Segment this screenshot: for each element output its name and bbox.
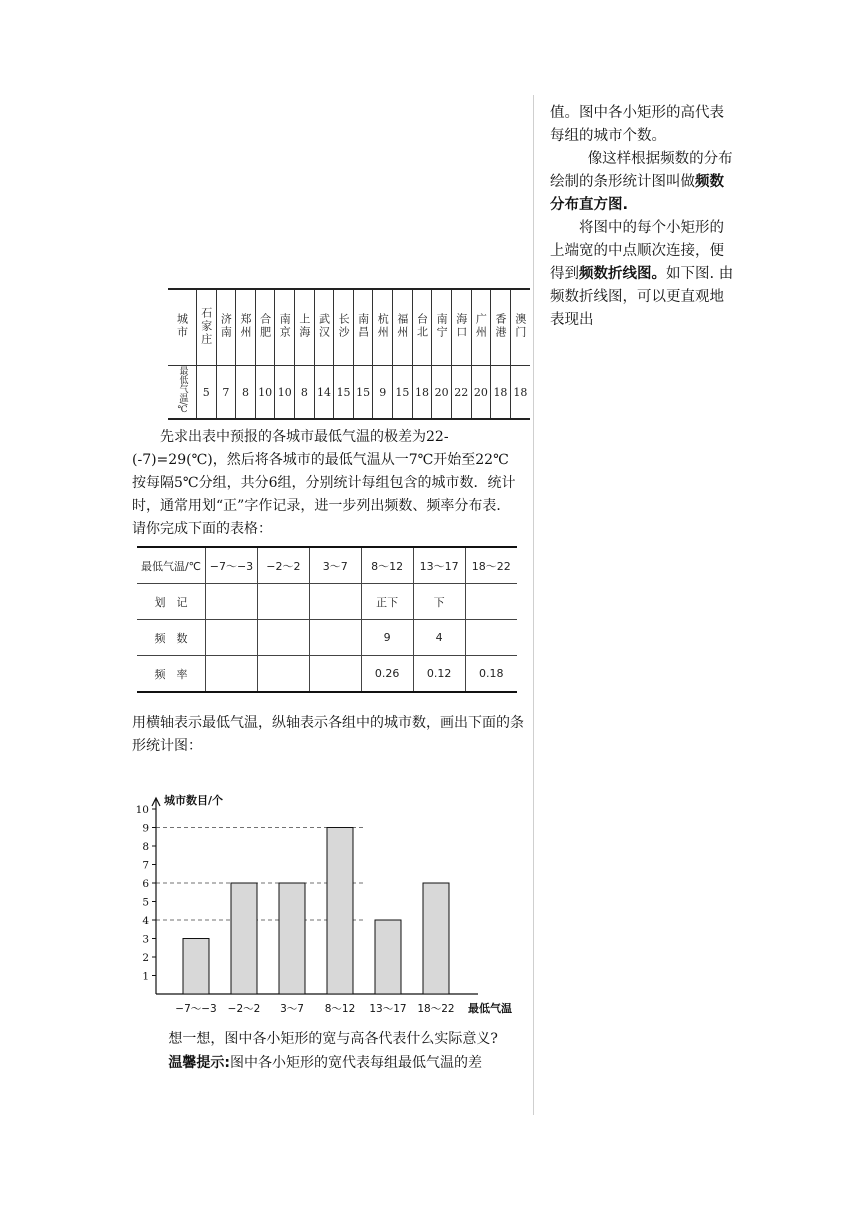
city-cell xyxy=(432,289,452,366)
chart-intro-text: 用横轴表示最低气温，纵轴表示各组中的城市数，画出下面的条形统计图： xyxy=(132,715,524,754)
rate-cell xyxy=(257,656,309,693)
city-name: 杭州 xyxy=(376,313,390,339)
term-histogram: 频数分布直方图. xyxy=(550,174,724,213)
group-header-cell: 13～17 xyxy=(413,547,465,584)
temp-cell: 10 xyxy=(275,366,295,420)
hint-text: 图中各小矩形的宽代表每组最低气温的差 xyxy=(230,1055,482,1071)
temp-cell: 9 xyxy=(373,366,393,420)
freq-rate-row xyxy=(137,656,517,693)
city-cell xyxy=(373,289,393,366)
x-tick-label: 18～22 xyxy=(417,1003,455,1015)
temp-cell: 22 xyxy=(451,366,471,420)
city-name: 台北 xyxy=(415,313,429,339)
city-header-label: 城市 xyxy=(175,313,189,339)
bar xyxy=(375,920,401,994)
city-name: 南昌 xyxy=(356,313,370,339)
tally-cell: 正下 xyxy=(361,584,413,620)
y-tick-label: 7 xyxy=(142,859,149,872)
count-cell xyxy=(257,620,309,656)
side-p3-suffix: 如下图. 由频数折线图，可以更直观地表现出 xyxy=(550,266,734,328)
side-paragraph-3 xyxy=(550,217,735,332)
y-tick-label: 4 xyxy=(142,915,149,927)
temp-cell: 8 xyxy=(295,366,315,420)
city-cell xyxy=(236,289,256,366)
count-label: 频 数 xyxy=(137,620,206,656)
tally-cell xyxy=(257,584,309,620)
tally-cell xyxy=(465,584,517,620)
city-cell xyxy=(255,289,275,366)
city-cell xyxy=(451,289,471,366)
group-header-cell: −7～−3 xyxy=(206,547,258,584)
city-cell xyxy=(510,289,530,366)
y-tick-label: 5 xyxy=(142,896,149,909)
freq-count-row xyxy=(137,620,517,656)
count-cell xyxy=(465,620,517,656)
temp-cell: 20 xyxy=(432,366,452,420)
frequency-table xyxy=(137,546,517,693)
city-name: 郑州 xyxy=(239,313,253,339)
temp-cell: 18 xyxy=(491,366,511,420)
x-tick-label: −7～−3 xyxy=(175,1003,217,1015)
bar xyxy=(183,939,209,995)
freq-header-row xyxy=(137,547,517,584)
city-cell xyxy=(216,289,236,366)
y-tick-label: 9 xyxy=(142,822,149,835)
count-cell xyxy=(309,620,361,656)
temp-header-cell xyxy=(168,366,197,420)
tally-cell: 下 xyxy=(413,584,465,620)
y-tick-label: 8 xyxy=(142,841,149,853)
temp-cell: 15 xyxy=(334,366,354,420)
temp-cell: 8 xyxy=(236,366,256,420)
rate-cell: 0.12 xyxy=(413,656,465,693)
city-cell xyxy=(197,289,217,366)
city-name: 武汉 xyxy=(317,313,331,339)
temp-cell: 5 xyxy=(197,366,217,420)
temp-cell: 7 xyxy=(216,366,236,420)
count-cell: 4 xyxy=(413,620,465,656)
group-header-cell: −2～2 xyxy=(257,547,309,584)
tally-cell xyxy=(206,584,258,620)
temp-cell: 15 xyxy=(353,366,373,420)
y-axis-label: 城市数目/个 xyxy=(164,794,224,807)
bar xyxy=(279,883,305,994)
city-cell xyxy=(334,289,354,366)
intro-paragraph xyxy=(132,426,522,541)
city-row xyxy=(168,289,530,366)
rate-cell xyxy=(309,656,361,693)
rate-label: 频 率 xyxy=(137,656,206,693)
think-paragraph xyxy=(132,1027,527,1075)
bar xyxy=(327,828,353,995)
city-name: 南宁 xyxy=(435,313,449,339)
hint-paragraph xyxy=(132,1051,527,1075)
city-name: 石家庄 xyxy=(199,306,213,346)
y-tick-label: 10 xyxy=(135,804,149,816)
rate-cell xyxy=(206,656,258,693)
city-name: 香港 xyxy=(493,313,507,339)
temp-cell: 14 xyxy=(314,366,334,420)
city-name: 合肥 xyxy=(258,313,272,339)
y-tick-label: 1 xyxy=(142,970,149,983)
count-cell xyxy=(206,620,258,656)
rate-cell: 0.18 xyxy=(465,656,517,693)
city-header-cell xyxy=(168,289,197,366)
city-name: 福州 xyxy=(395,313,409,339)
bar xyxy=(231,883,257,994)
side-column xyxy=(550,102,735,332)
city-name: 澳门 xyxy=(513,313,527,339)
side-p3-text: 将图中的每个小矩形的上端宽的中点顺次连接，便得到 xyxy=(550,220,724,282)
city-name: 长沙 xyxy=(337,313,351,339)
city-cell xyxy=(275,289,295,366)
city-cell xyxy=(471,289,491,366)
freq-header-label: 最低气温/℃ xyxy=(137,547,206,584)
tally-cell xyxy=(309,584,361,620)
x-axis-label: 最低气温 xyxy=(468,1002,512,1015)
intro-text: 先求出表中预报的各城市最低气温的极差为22-(-7)=29(℃)，然后将各城市的最低气温从一7℃开始至22℃按每隔5℃分组，共分6组，分别统计每组包含的城市数．统计时，通常用划“正”字作记录，进一步列出频数、频率分布表．请你完成下面的表格： xyxy=(132,429,516,537)
city-cell xyxy=(412,289,432,366)
think-text: 想一想，图中各小矩形的宽与高各代表什么实际意义? xyxy=(168,1031,498,1047)
temp-cell: 10 xyxy=(255,366,275,420)
rate-cell: 0.26 xyxy=(361,656,413,693)
city-temperature-table xyxy=(168,288,530,416)
city-name: 南京 xyxy=(278,313,292,339)
freq-tally-row xyxy=(137,584,517,620)
side-paragraph-2 xyxy=(550,148,735,217)
city-cell xyxy=(295,289,315,366)
x-tick-label: 13～17 xyxy=(369,1003,407,1015)
city-cell xyxy=(393,289,413,366)
y-tick-label: 3 xyxy=(142,933,149,946)
x-tick-label: 8～12 xyxy=(324,1003,356,1015)
count-cell: 9 xyxy=(361,620,413,656)
city-name: 海口 xyxy=(454,313,468,339)
city-cell xyxy=(314,289,334,366)
temp-cell: 15 xyxy=(393,366,413,420)
side-paragraph-1: 值。图中各小矩形的高代表每组的城市个数。 xyxy=(550,105,724,144)
group-header-cell: 3～7 xyxy=(309,547,361,584)
x-tick-label: 3～7 xyxy=(280,1003,304,1015)
city-cell xyxy=(491,289,511,366)
temp-cell: 18 xyxy=(510,366,530,420)
histogram-svg xyxy=(128,786,538,1022)
y-tick-label: 6 xyxy=(142,878,149,890)
temp-header-label: 最低气温/℃ xyxy=(177,366,188,416)
city-name: 上海 xyxy=(297,313,311,339)
city-name: 广州 xyxy=(474,313,488,339)
side-p2-text: 像这样根据频数的分布绘制的条形统计图叫做 xyxy=(550,151,733,190)
city-name: 济南 xyxy=(219,313,233,339)
chart-intro-paragraph xyxy=(132,712,527,758)
group-header-cell: 8～12 xyxy=(361,547,413,584)
hint-label: 温馨提示: xyxy=(168,1055,230,1071)
tally-label: 划 记 xyxy=(137,584,206,620)
histogram-chart xyxy=(128,786,538,1026)
y-tick-label: 2 xyxy=(142,952,149,964)
x-tick-label: −2～2 xyxy=(227,1003,261,1015)
temp-row xyxy=(168,366,530,420)
city-cell xyxy=(353,289,373,366)
temp-cell: 20 xyxy=(471,366,491,420)
term-polygon: 频数折线图。 xyxy=(579,266,666,282)
temp-cell: 18 xyxy=(412,366,432,420)
bar xyxy=(423,883,449,994)
group-header-cell: 18～22 xyxy=(465,547,517,584)
